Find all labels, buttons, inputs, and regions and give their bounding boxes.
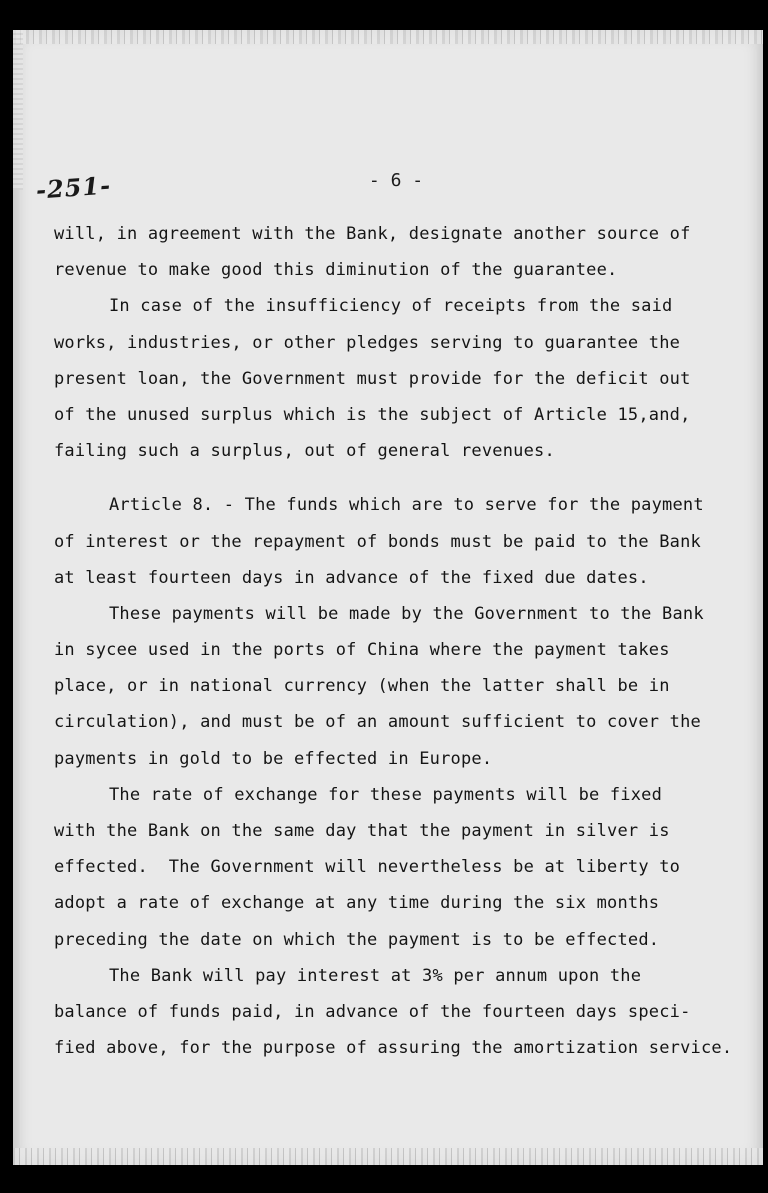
text-line: present loan, the Government must provide for the deficit out <box>54 368 691 389</box>
text-line: with the Bank on the same day that the payment in silver is <box>54 821 670 841</box>
scan-noise-bottom <box>13 1148 763 1165</box>
text-line: The Bank will pay interest at 3% per annum upon the <box>109 965 642 986</box>
text-line: effected. The Government will nevertheless be at liberty to <box>54 857 681 878</box>
text-line: preceding the date on which the payment is to be effected. <box>54 929 660 950</box>
text-line: of the unused surplus which is the subject of Article 15,and, <box>54 404 691 425</box>
text-line: fied above, for the purpose of assuring the amortization service. <box>54 1038 733 1059</box>
text-line: adopt a rate of exchange at any time during the six months <box>54 893 660 914</box>
document-body <box>54 216 766 1066</box>
paragraph-gap <box>54 469 766 487</box>
text-line: of interest or the repayment of bonds must be paid to the Bank <box>54 531 701 552</box>
text-line: In case of the insufficiency of receipts from the said <box>109 296 673 317</box>
page-number: - 6 - <box>368 170 424 191</box>
scan-noise-top <box>13 30 763 44</box>
text-line: These payments will be made by the Government to the Bank <box>109 603 704 624</box>
text-line: works, industries, or other pledges serving to guarantee the <box>54 332 681 353</box>
text-line: circulation), and must be of an amount sufficient to cover the <box>54 712 701 733</box>
text-line: Article 8. - The funds which are to serve for the payment <box>109 495 704 516</box>
text-line: The rate of exchange for these payments will be fixed <box>109 784 663 805</box>
scan-noise-left <box>13 30 23 190</box>
text-line: will, in agreement with the Bank, designate another source of <box>54 224 691 244</box>
text-line: in sycee used in the ports of China where the payment takes <box>54 640 670 661</box>
text-line: place, or in national currency (when the latter shall be in <box>54 676 670 697</box>
text-line: revenue to make good this diminution of the guarantee. <box>54 260 618 281</box>
text-line: payments in gold to be effected in Europe. <box>54 748 493 769</box>
text-line: at least fourteen days in advance of the fixed due dates. <box>54 567 649 588</box>
text-line: failing such a surplus, out of general revenues. <box>54 441 555 462</box>
text-line: balance of funds paid, in advance of the fourteen days speci- <box>54 1001 691 1022</box>
handwritten-page-note: -251- <box>35 170 112 205</box>
